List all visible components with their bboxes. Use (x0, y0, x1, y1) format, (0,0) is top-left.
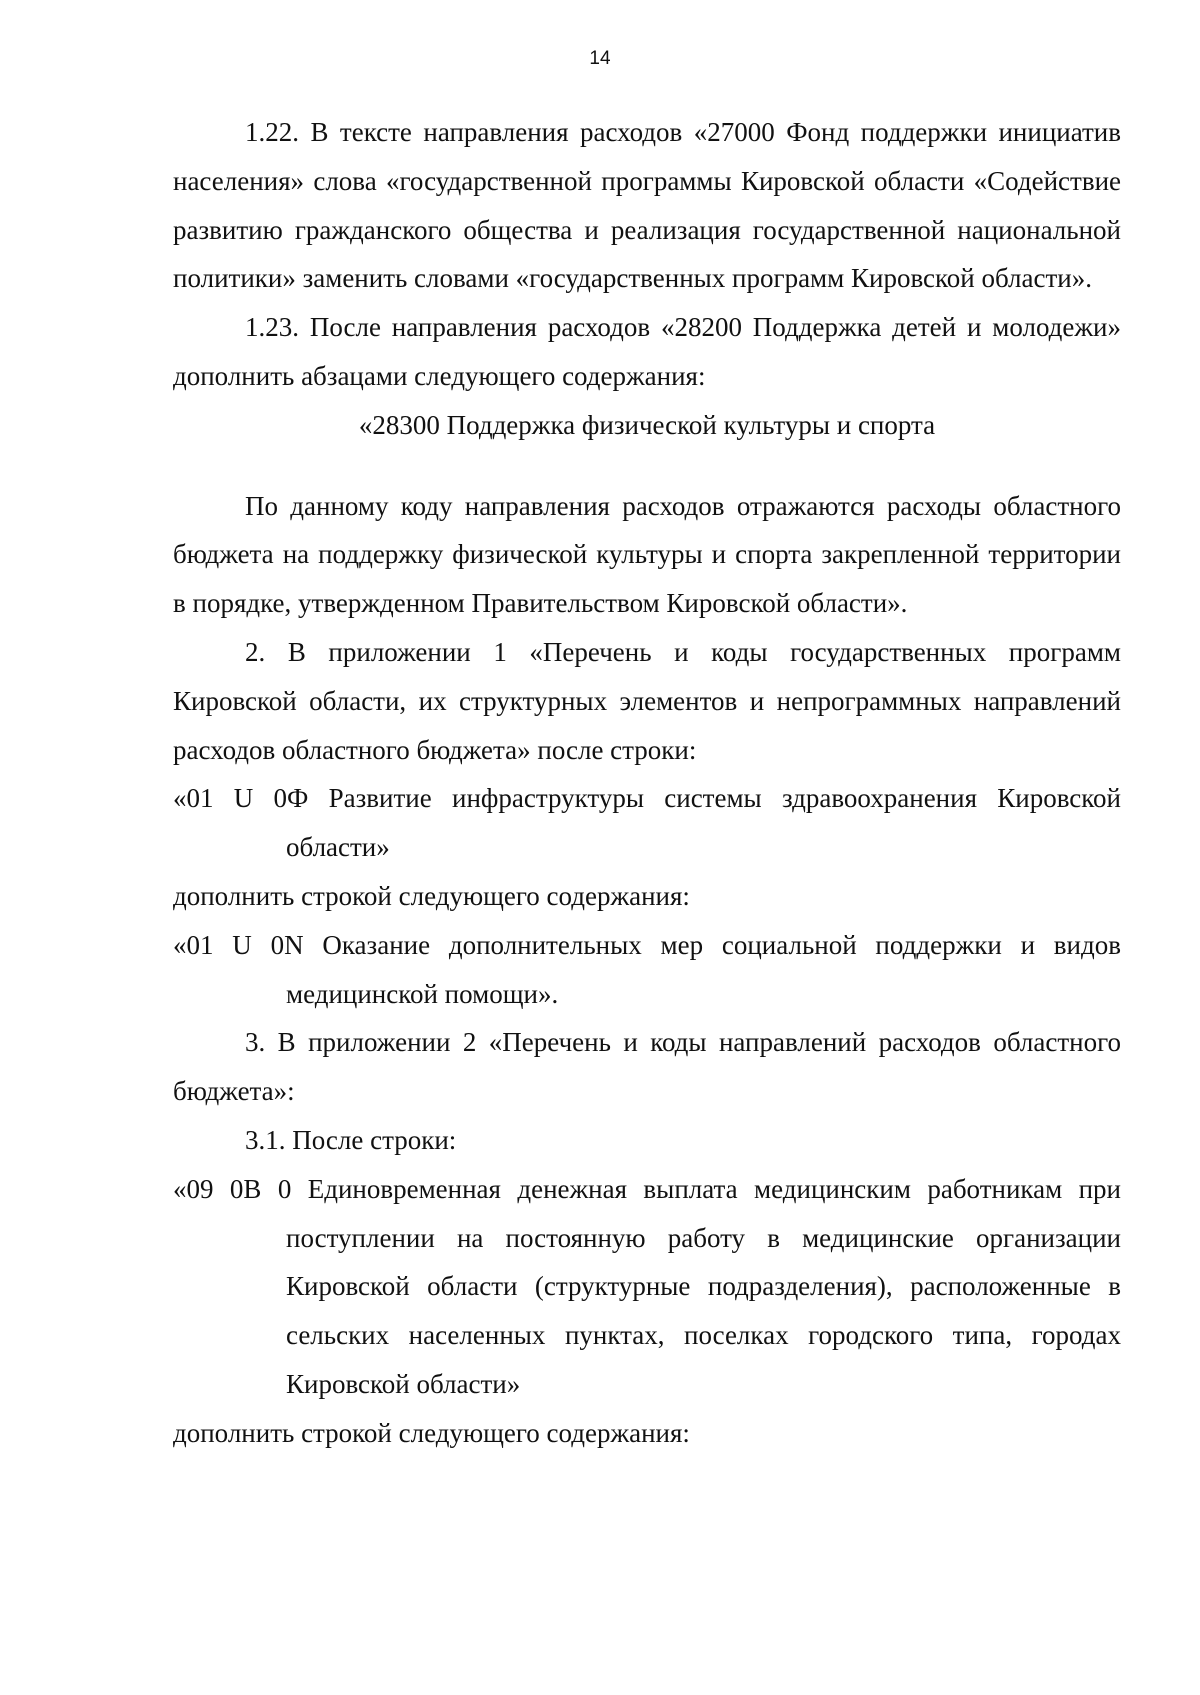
document-body (173, 108, 1121, 1458)
page-number: 14 (589, 48, 611, 69)
code-line-01-u-0f: «01 U 0Ф Развитие инфраструктуры системы здравоохранения Кировской области» (173, 783, 1121, 863)
code-line-09-0v-0: «09 0В 0 Единовременная денежная выплата медицинским работникам при поступлении на постоянную работу в медицинские организации Кировской области (структурные подразделения), расположенные в сельских населенных пунктах, поселках городского типа, городах Кировской области» (173, 1173, 1121, 1399)
blank-line (173, 450, 1121, 482)
paragraph-1-22: 1.22. В тексте направления расходов «27000 Фонд поддержки инициатив населения» слова «государственной программы Кировской области «Содействие развитию гражданского общества и реализация государственной национальной политики» заменить словами «государственных программ Кировской области». (173, 117, 1121, 294)
paragraph-3: 3. В приложении 2 «Перечень и коды направлений расходов областного бюджета»: (173, 1027, 1121, 1107)
code-line-01-u-0n: «01 U 0N Оказание дополнительных мер социальной поддержки и видов медицинской помощи». (173, 929, 1121, 1009)
paragraph-add-line-1: дополнить строкой следующего содержания: (173, 880, 690, 911)
paragraph-28300-title: «28300 Поддержка физической культуры и спорта (358, 409, 936, 440)
paragraph-1-23: 1.23. После направления расходов «28200 Поддержка детей и молодежи» дополнить абзацами следующего содержания: (173, 312, 1121, 391)
paragraph-add-line-2: дополнить строкой следующего содержания: (173, 1417, 690, 1448)
paragraph-3-1: 3.1. После строки: (245, 1124, 457, 1155)
paragraph-2: 2. В приложении 1 «Перечень и коды государственных программ Кировской области, их структурных элементов и непрограммных направлений расходов областного бюджета» после строки: (173, 636, 1121, 765)
paragraph-28300-description: По данному коду направления расходов отражаются расходы областного бюджета на поддержку физической культуры и спорта закрепленной территории в порядке, утвержденном Правительством Кировской области». (173, 490, 1121, 619)
